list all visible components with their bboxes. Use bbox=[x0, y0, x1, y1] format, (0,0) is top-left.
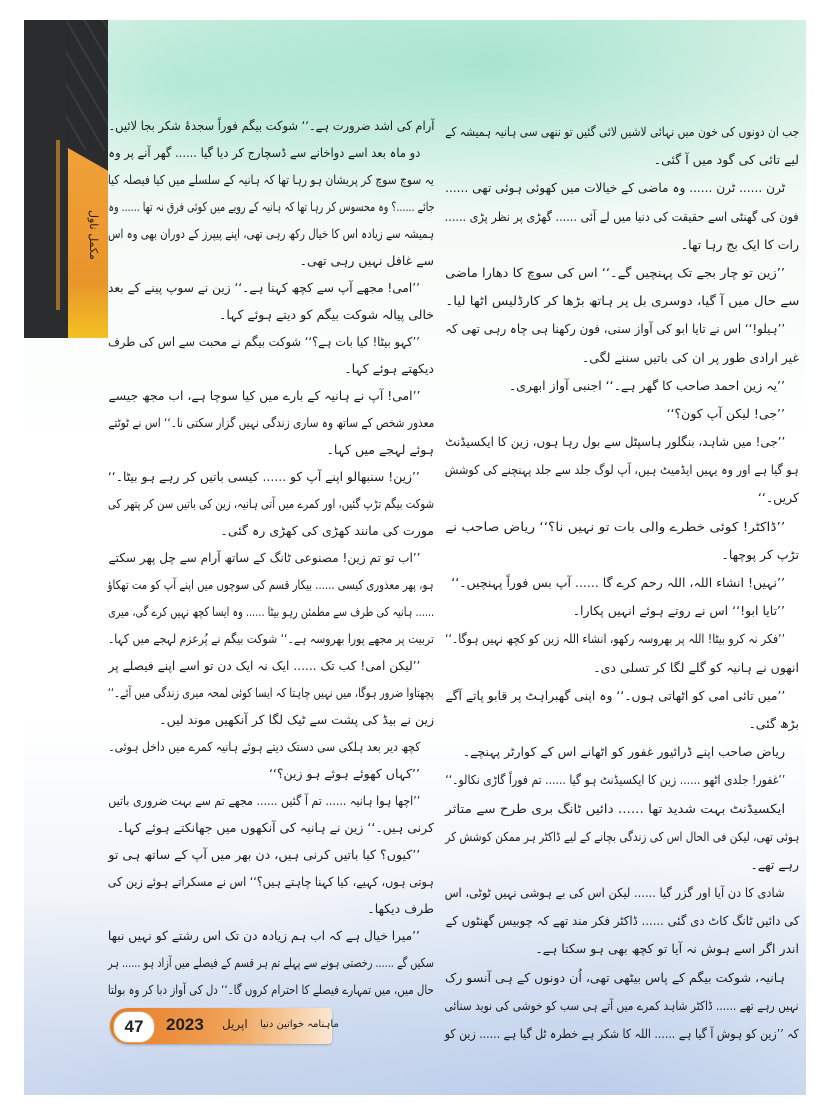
text-line: تڑپ کر پوچھا۔ bbox=[721, 546, 799, 562]
text-line: ’’اچھا ہوا ہانیہ ...... تم آ گئیں ...... مجھے تم سے بہت ضروری باتیں bbox=[108, 793, 420, 808]
text-line: تربیت پر مجھے پورا بھروسہ ہے۔‘‘ شوکت بیگم نے پُرعزم لہجے میں کہا۔ bbox=[108, 631, 434, 646]
text-line: سے غافل نہیں رہی تھی۔ bbox=[299, 253, 434, 268]
text-line: سکیں گے ...... رخصتی ہونے سے پہلے تم ہر قسم کے فیصلے میں آزاد ہو ...... ہر bbox=[108, 955, 434, 970]
text-line: ہوئی تھی، لیکن فی الحال اس کی زندگی بچانے کے لیے ڈاکٹر ہر ممکن کوشش کر bbox=[445, 828, 799, 844]
page-footer bbox=[110, 1008, 339, 1044]
text-line: نہیں رہے تھے ...... ڈاکٹر شاہد کمرے میں آتے ہی سب کو خوشی کی نوید سنائی bbox=[445, 997, 799, 1013]
text-line: ’’تایا ابو!‘‘ اس نے روتے ہوئے انہیں پکارا۔ bbox=[572, 603, 785, 619]
text-line: ریاض صاحب اپنے ڈرائیور غفور کو اٹھانے اس کے کوارٹر پہنچے۔ bbox=[462, 744, 785, 760]
text-line: ’’جی! میں شاہد، بنگلور ہاسپٹل سے بول رہا ہوں، زین کا ایکسیڈنٹ bbox=[445, 434, 785, 450]
text-line: کچھ دیر بعد ہلکی سی دستک دیتے ہوئے ہانیہ کمرے میں داخل ہوئی۔ bbox=[108, 739, 420, 754]
text-line: ’’ہیلو!‘‘ اس نے تایا ابو کی آواز سنی، فون رکھنا ہی چاہ رہی تھی کہ bbox=[445, 321, 785, 337]
text-line: غیر ارادی طور پر ان کی باتیں سننے لگی۔ bbox=[581, 349, 799, 365]
page-number: 47 bbox=[113, 1011, 155, 1043]
text-line: ہمیشہ سے زیادہ اس کا خیال رکھ رہی تھی، اپنے پیپرز کے دوران بھی وہ اس bbox=[108, 226, 434, 241]
text-column-left bbox=[108, 112, 434, 1003]
text-line: جائے ......؟ وہ محسوس کر رہا تھا کہ ہانیہ کے رویے میں کوئی فرق نہ تھا ...... وہ bbox=[108, 199, 434, 214]
text-line: ہو گیا ہے اور وہ یہیں ایڈمیٹ ہیں، آپ لوگ جلد سے جلد پہنچنے کی کوشش bbox=[445, 462, 799, 478]
text-line: ’’غفور! جلدی اٹھو ...... زین کا ایکسیڈنٹ ہو گیا ...... تم فوراً گاڑی نکالو۔‘‘ bbox=[445, 772, 785, 788]
text-line: ...... ہانیہ کی طرف سے مطمئن رہو بیٹا ...... وہ ایسا کچھ نہیں کرے گی، میری bbox=[108, 604, 434, 619]
text-line: ہو، پھر معذوری کیسی ...... بیکار قسم کی سوچوں میں اپنے آپ کو مت تھکاؤ bbox=[108, 577, 434, 592]
text-line: ایکسیڈنٹ بہت شدید تھا ...... دائیں ٹانگ بری طرح سے متاثر bbox=[445, 800, 785, 816]
text-line: ’’کہو بیٹا! کیا بات ہے؟‘‘ شوکت بیگم نے محبت سے اس کی طرف bbox=[108, 334, 420, 349]
text-line: ’’فکر نہ کرو بیٹا! اللہ پر بھروسہ رکھو، انشاء اللہ زین کو کچھ نہیں ہوگا۔‘‘ bbox=[445, 631, 785, 647]
text-line: ہوئے لہجے میں کہا۔ bbox=[326, 442, 434, 457]
text-line: زین نے بیڈ کی پشت سے ٹیک لگا کر آنکھیں موند لیں۔ bbox=[159, 712, 434, 727]
section-label: مکمل ناول bbox=[87, 210, 100, 260]
text-line: ’’اب تو تم زین! مصنوعی ٹانگ کے ساتھ آرام سے چل پھر سکتے bbox=[108, 550, 420, 565]
text-line: کہ ’’زین کو ہوش آ گیا ہے ...... اللہ کا شکر ہے خطرہ ٹل گیا ہے ...... زین کو bbox=[445, 1026, 799, 1041]
text-line: حال میں، میں تمہارے فیصلے کا احترام کروں گا۔‘‘ دل کی آواز دبا کر وہ بولتا bbox=[108, 982, 434, 997]
text-line: پچھتاوا ضرور ہوگا، میں نہیں چاہتا کہ ایسا کوئی لمحہ میری زندگی میں آئے۔‘‘ bbox=[108, 685, 434, 700]
text-line: ’’زین تو چار بجے تک پہنچیں گے۔‘‘ اس کی سوچ کا دھارا ماضی bbox=[445, 264, 785, 280]
text-line: ’’یہ زین احمد صاحب کا گھر ہے۔‘‘ اجنبی آواز ابھری۔ bbox=[508, 377, 785, 393]
text-line: ’’میں تائی امی کو اٹھاتی ہوں۔‘‘ وہ اپنی گھبراہٹ پر قابو پاتے آگے bbox=[445, 687, 785, 703]
text-line: خالی پیالہ شوکت بیگم کو دیتے ہوئے کہا۔ bbox=[219, 307, 434, 322]
text-line: ’’ڈاکٹر! کوئی خطرے والی بات تو نہیں نا؟‘‘ ریاض صاحب نے bbox=[445, 518, 785, 534]
text-column-right bbox=[445, 118, 799, 1048]
text-line: ہانیہ، شوکت بیگم کے پاس بیٹھی تھی، اُن دونوں کے ہی آنسو رک bbox=[445, 969, 785, 985]
text-line: جب ان دونوں کی خون میں نہائی لاشیں لائی گئیں تو ننھی سی ہانیہ ہمیشہ کے bbox=[445, 124, 799, 139]
text-line: رات کا ایک بج رہا تھا۔ bbox=[680, 236, 799, 252]
text-line: بڑھ گئی۔ bbox=[748, 715, 799, 731]
text-line: ’’امی! مجھے آپ سے کچھ کہنا ہے۔‘‘ زین نے سوپ پینے کے بعد bbox=[108, 280, 420, 295]
magazine-name: ماہنامہ خواتین دنیا bbox=[260, 1019, 339, 1030]
text-line: دو ماہ بعد اسے دواخانے سے ڈسچارج کر دیا گیا ...... گھر آنے پر وہ bbox=[108, 145, 420, 160]
text-line: ’’لیکن امی! کب تک ...... ایک نہ ایک دن تو اسے اپنے فیصلے پر bbox=[108, 658, 420, 673]
text-line: مورت کی مانند کھڑی کی کھڑی رہ گئی۔ bbox=[220, 523, 434, 538]
magazine-page bbox=[24, 20, 806, 1095]
text-line: دیکھتے ہوئے کہا۔ bbox=[344, 361, 434, 376]
text-line: شادی کا دن آیا اور گزر گیا ...... لیکن اس کی بے ہوشی نہیں ٹوٹی، اس bbox=[445, 885, 785, 901]
issue-year: 2023 bbox=[166, 1015, 204, 1034]
text-line: ’’کہاں کھوئے ہوئے ہو زین؟‘‘ bbox=[268, 766, 420, 781]
text-line: کرنی ہیں۔‘‘ زین نے ہانیہ کی آنکھوں میں جھانکتے ہوئے کہا۔ bbox=[116, 820, 434, 835]
text-line: کریں۔‘‘ bbox=[757, 490, 799, 506]
issue-month: اپریل bbox=[222, 1017, 248, 1031]
text-line: لیے تائی کی گود میں آ گئی۔ bbox=[653, 152, 799, 168]
text-line: ہوتی ہوں، کہیے، کیا کہنا چاہتے ہیں؟‘‘ اس نے مسکراتے ہوئے زین کی bbox=[108, 874, 434, 889]
text-line: ٹرن ...... ٹرن ...... وہ ماضی کے خیالات میں کھوئی ہوئی تھی ...... bbox=[445, 180, 785, 196]
text-line: شوکت بیگم تڑپ گئیں، اور کمرے میں آتی ہانیہ، زین کی باتیں سن کر پتھر کی bbox=[108, 496, 434, 511]
text-line: فون کی گھنٹی اسے حقیقت کی دنیا میں لے آئی ...... گھڑی پر نظر پڑی ...... bbox=[445, 208, 799, 224]
text-line: ’’کیوں؟ کیا باتیں کرنی ہیں، دن بھر میں آپ کے ساتھ ہی تو bbox=[108, 847, 420, 862]
text-line: ’’زین! سنبھالو اپنے آپ کو ...... کیسی باتیں کر رہے ہو بیٹا۔‘‘ bbox=[108, 469, 420, 484]
text-line: معذور شخص کے ساتھ وہ ساری زندگی نہیں گزار سکتی نا۔‘‘ اس نے ٹوٹتے bbox=[108, 415, 434, 430]
text-line: رہے تھے۔ bbox=[750, 856, 799, 872]
text-line: اندر اگر اسے ہوش نہ آیا تو کچھ بھی ہو سکتا ہے۔ bbox=[535, 941, 799, 957]
text-line: کی دائیں ٹانگ کاٹ دی گئی ...... ڈاکٹر فکر مند تھے کہ چوبیس گھنٹوں کے bbox=[445, 913, 799, 929]
text-line: طرف دیکھا۔ bbox=[367, 901, 434, 916]
text-line: ’’جی! لیکن آپ کون؟‘‘ bbox=[666, 405, 785, 421]
text-line: آرام کی اشد ضرورت ہے۔‘‘ شوکت بیگم فوراً سجدۂ شکر بجا لائیں۔ bbox=[108, 118, 434, 133]
text-line: انھوں نے ہانیہ کو گلے لگا کر تسلی دی۔ bbox=[593, 659, 799, 675]
text-line: ’’امی! آپ نے ہانیہ کے بارے میں کیا سوچا ہے، اب مجھ جیسے bbox=[108, 388, 420, 403]
text-line: ’’نہیں! انشاء اللہ، اللہ رحم کرے گا ...... آپ بس فوراً پہنچیں۔‘‘ bbox=[451, 575, 785, 590]
text-line: سے حال میں آ گیا، دوسری بل پر ہاتھ بڑھا کر کارڈلیس اٹھا لیا۔ bbox=[445, 293, 799, 309]
text-line: ’’میرا خیال ہے کہ اب ہم زیادہ دن تک اس رشتے کو نہیں نبھا bbox=[108, 928, 420, 943]
text-line: یہ سوچ سوچ کر پریشان ہو رہا تھا کہ ہانیہ کے سلسلے میں کیا فیصلہ کیا bbox=[108, 172, 434, 187]
